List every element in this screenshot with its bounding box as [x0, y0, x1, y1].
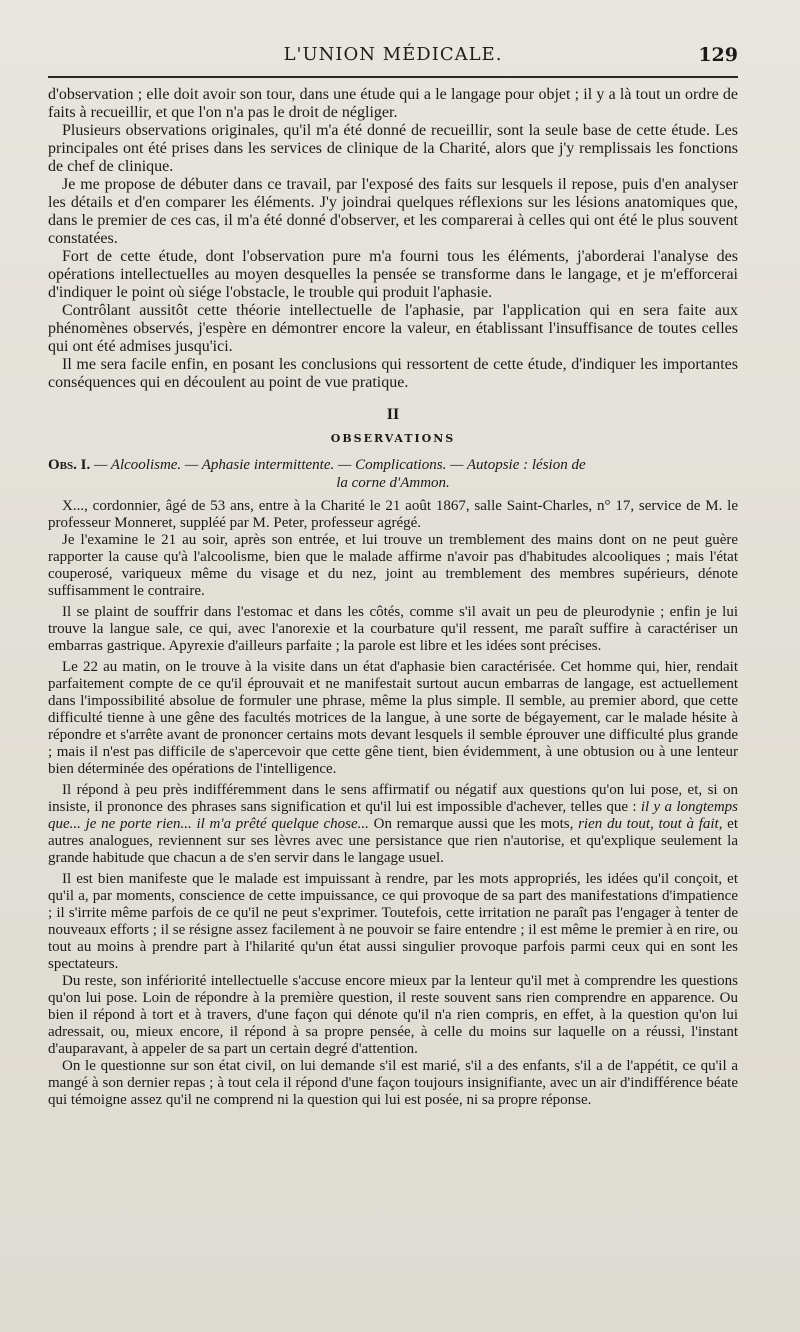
- intro-paragraph: Plusieurs observations originales, qu'il m'a été donné de recueillir, sont la seule base de cette étude. Les principales ont été prises dans les services de clinique de la Charité, alors que j'y remplissais les fonctions de chef de clinique.: [48, 122, 738, 175]
- case-paragraph: Il se plaint de souffrir dans l'estomac et dans les côtés, comme s'il avait un peu de pleurodynie ; enfin je lui trouve la langue sale, ce qui, avec l'anorexie et la courbature qu'il ressent, me paraît suffire à caractériser un embarras gastrique. Apyrexie d'ailleurs parfaite ; la parole est libre et les idées sont précises.: [48, 604, 738, 654]
- case-paragraph: X..., cordonnier, âgé de 53 ans, entre à la Charité le 21 août 1867, salle Saint-Charles, n° 17, service de M. le professeur Monneret, suppléé par M. Peter, professeur agrégé.: [48, 498, 738, 531]
- observation-title-continued: la corne d'Ammon.: [336, 475, 450, 491]
- case-paragraph: Je l'examine le 21 au soir, après son entrée, et lui trouve un tremblement des mains dont on ne peut guère rapporter la cause qu'à l'alcoolisme, bien que le malade affirme n'avoir pas d'habitudes alcooliques ; mais l'état couperosé, variqueux même du visage et du nez, joint au tremblement des membres supérieurs, dénote suffisamment le contraire.: [48, 532, 738, 599]
- intro-paragraph: Il me sera facile enfin, en posant les conclusions qui ressortent de cette étude, d'indiquer les importantes conséquences qui en découlent au point de vue pratique.: [48, 356, 738, 391]
- case-text: Il répond à peu près indifféremment dans le sens affirmatif ou négatif aux questions qu'on lui pose, et, si on insiste, il prononce des phrases sans signification et qu'il lui est impossible d'achever, telles que :: [48, 782, 738, 815]
- case-paragraph: On le questionne sur son état civil, on lui demande s'il est marié, s'il a des enfants, s'il a de l'appétit, ce qu'il a mangé à son dernier repas ; à tout cela il répond d'une façon toujours insignifiante, avec un air d'indifférence béate qui témoigne assez qu'il ne comprend ni la question qui lui est posée, ni sa propre réponse.: [48, 1058, 738, 1108]
- section-title: OBSERVATIONS: [330, 432, 456, 445]
- observation-number: Obs. I.: [48, 457, 91, 473]
- intro-paragraph: Contrôlant aussitôt cette théorie intellectuelle de l'aphasie, par l'application qui en sera faite aux phénomènes observés, j'espère en démontrer encore la valeur, en établissant l'insuffisance de toutes celles qui ont été admises jusqu'ici.: [48, 302, 738, 355]
- case-text: et autres analogues, reviennent sur ses lèvres avec une persistance que rien n'autorise, et qu'explique seulement la grande habitude que chacun a de s'en servir dans le langage usuel.: [48, 816, 738, 866]
- case-text: On remarque aussi que les mots,: [368, 816, 579, 832]
- quoted-speech: il y a longtemps que... je ne porte rien... il m'a prêté quelque chose...: [48, 799, 738, 832]
- intro-paragraph: d'observation ; elle doit avoir son tour, dans une étude qui a le langage pour objet ; il y a là tout un ordre de faits à recueillir, et que l'on n'a pas le droit de négliger.: [48, 86, 738, 121]
- observation-heading: [48, 456, 738, 492]
- quoted-words: rien du tout, tout à fait,: [578, 816, 723, 832]
- observation-title: — Alcoolisme. — Aphasie intermittente. — Complications. — Autopsie : lésion de: [90, 457, 586, 473]
- section-number: II: [386, 406, 400, 423]
- running-title: L'UNION MÉDICALE.: [283, 44, 503, 65]
- case-paragraph: Il est bien manifeste que le malade est impuissant à rendre, par les mots appropriés, les idées qu'il conçoit, et qu'il a, par moments, conscience de cette impuissance, ce qui provoque de sa part des manifestations d'impatience ; il s'irrite même parfois de ce qu'il ne peut s'exprimer. Toutefois, cette irritation ne paraît pas l'engager à tenter de nouveaux efforts ; il se résigne assez facilement à ne pouvoir se faire entendre ; il est même le premier à en rire, ou tout au moins à prendre part à l'hilarité qu'un état aussi singulier provoque parfois parmi ceux qui en sont les spectateurs.: [48, 871, 738, 972]
- page-number: 129: [698, 44, 738, 66]
- intro-paragraph: Je me propose de débuter dans ce travail, par l'exposé des faits sur lesquels il repose, puis d'en analyser les détails et d'en comparer les éléments. J'y joindrai quelques réflexions sur les lésions anatomiques que, dans le premier de ces cas, il m'a été donné d'observer, et les comparerai à celles qui ont été le plus souvent constatées.: [48, 176, 738, 247]
- case-paragraph-quotes: [48, 782, 738, 867]
- page-header: [48, 44, 738, 70]
- case-paragraph: Le 22 au matin, on le trouve à la visite dans un état d'aphasie bien caractérisée. Cet homme qui, hier, rendait parfaitement compte de ce qu'il éprouvait et ne manifestait surtout aucun embarras de langage, est actuellement dans l'impossibilité absolue de formuler une phrase, même la plus simple. Il semble, au premier abord, que cette difficulté tienne à une gêne des facultés motrices de la langue, à une sorte de bégayement, car le malade hésite à répondre et s'arrête avant de prononcer certains mots devant lesquels il semble éprouver une difficulté plus grande ; mais il n'est pas difficile de s'apercevoir que cette gêne tient, bien évidemment, à une obtusion ou à une lenteur bien déterminée des opérations de l'intelligence.: [48, 659, 738, 777]
- article-body: [48, 86, 738, 1109]
- intro-paragraph: Fort de cette étude, dont l'observation pure m'a fourni tous les éléments, j'aborderai l'analyse des opérations intellectuelles au moyen desquelles la pensée se transforme dans le langage, et je m'efforcerai d'indiquer le point où siége l'obstacle, le trouble qui produit l'aphasie.: [48, 248, 738, 301]
- case-paragraph: Du reste, son infériorité intellectuelle s'accuse encore mieux par la lenteur qu'il met à comprendre les questions qu'on lui pose. Loin de répondre à la première question, il reste souvent sans rien comprendre en apparence. Ou bien il répond à tort et à travers, d'une façon qui dénote qu'il n'a rien compris, en effet, à la question qu'on lui adressait, ou, mieux encore, il répond à sa propre pensée, à celle du moins sur laquelle on a réussi, l'instant d'auparavant, à appeler de sa part un certain degré d'attention.: [48, 973, 738, 1057]
- case-report: [48, 498, 738, 1109]
- header-rule: [48, 76, 738, 78]
